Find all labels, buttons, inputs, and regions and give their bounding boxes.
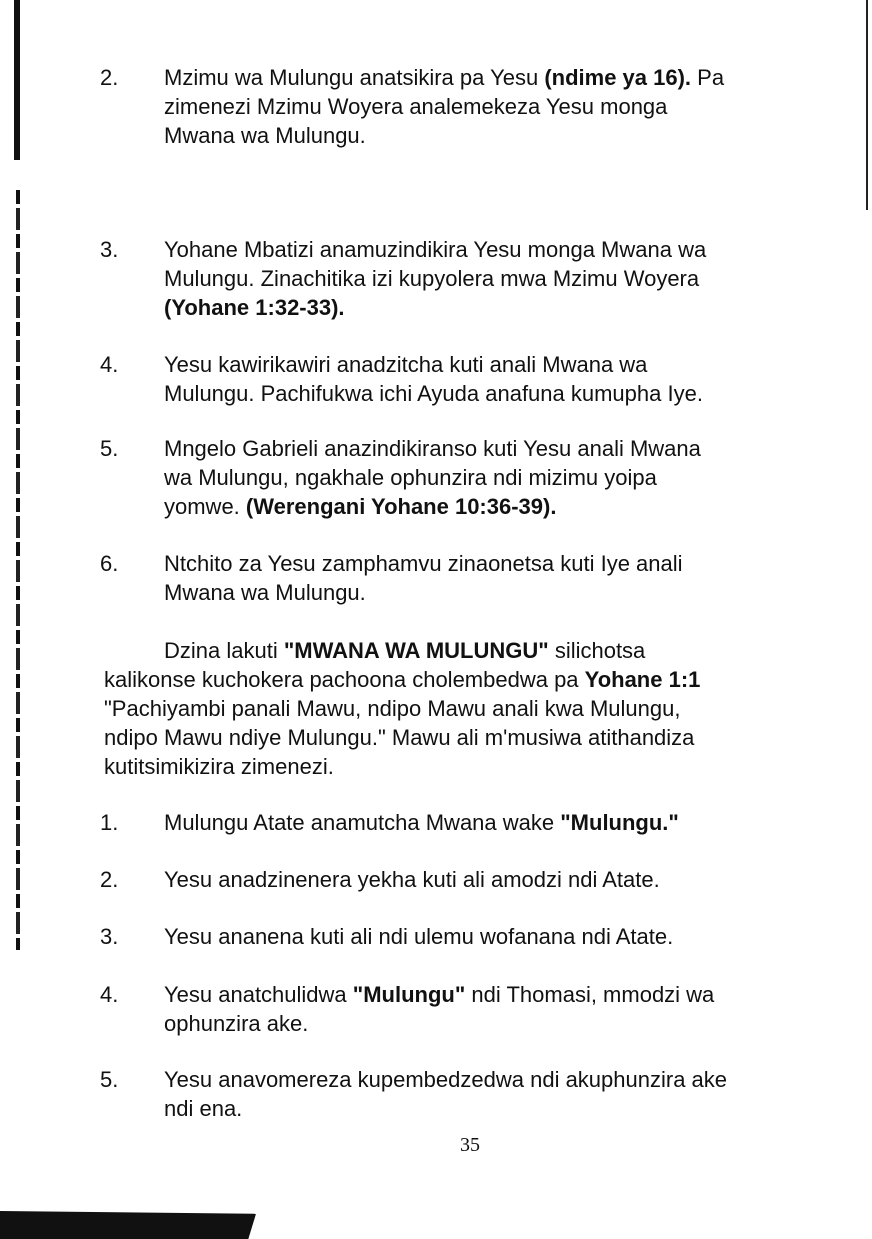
text-line: Mulungu. Pachifukwa ichi Ayuda anafuna kumupha Iye. — [164, 381, 703, 406]
bold-text: (Werengani Yohane 10:36-39). — [245, 494, 557, 519]
body-paragraph — [104, 636, 804, 781]
list-text — [164, 350, 824, 408]
list-text — [164, 235, 824, 322]
list-number: 3. — [100, 237, 119, 262]
text-line: Mzimu wa Mulungu anatsikira pa Yesu (ndime ya 16). Pa — [164, 65, 725, 90]
text-line: Mulungu. Zinachitika izi kupyolera mwa Mzimu Woyera — [164, 266, 700, 291]
list-text — [164, 808, 824, 837]
bold-text: (ndime ya 16). — [544, 65, 692, 90]
text-line: Yesu kawirikawiri anadzitcha kuti anali Mwana wa — [164, 352, 648, 377]
text-line: kalikonse kuchokera pachoona cholembedwa pa Yohane 1:1 — [104, 667, 701, 692]
scan-edge-artifact — [866, 0, 868, 210]
list-number: 5. — [100, 436, 119, 461]
text-line: Yesu anatchulidwa "Mulungu" ndi Thomasi, mmodzi wa — [164, 982, 715, 1007]
list-number: 5. — [100, 1067, 119, 1092]
text-line: yomwe. (Werengani Yohane 10:36-39). — [164, 494, 557, 519]
scan-edge-artifact — [16, 190, 20, 950]
text-line: Yesu anadzinenera yekha kuti ali amodzi ndi Atate. — [164, 867, 660, 892]
list-number: 1. — [100, 810, 119, 835]
text-line: Yesu ananena kuti ali ndi ulemu wofanana ndi Atate. — [164, 924, 674, 949]
text-line: Mwana wa Mulungu. — [164, 123, 366, 148]
text-line: ndipo Mawu ndiye Mulungu." Mawu ali m'musiwa atithandiza — [104, 725, 695, 750]
text-line: ndi ena. — [164, 1096, 243, 1121]
list-number: 3. — [100, 924, 119, 949]
page-number: 35 — [460, 1134, 480, 1156]
list-number: 4. — [100, 352, 119, 377]
text-line: "Pachiyambi panali Mawu, ndipo Mawu anali kwa Mulungu, — [104, 696, 681, 721]
list-number: 6. — [100, 551, 119, 576]
list-text — [164, 922, 824, 951]
scan-edge-artifact — [14, 0, 20, 160]
text-line: Yohane Mbatizi anamuzindikira Yesu monga Mwana wa — [164, 237, 707, 262]
list-text — [164, 865, 824, 894]
text-line: ophunzira ake. — [164, 1011, 309, 1036]
text-line: Mngelo Gabrieli anazindikiranso kuti Yesu anali Mwana — [164, 436, 701, 461]
text-line — [164, 293, 824, 322]
list-number: 4. — [100, 982, 119, 1007]
list-number: 2. — [100, 65, 119, 90]
text-line: Ntchito za Yesu zamphamvu zinaonetsa kuti Iye anali — [164, 551, 683, 576]
list-number: 2. — [100, 867, 119, 892]
bold-text: "MWANA WA MULUNGU" — [283, 638, 549, 663]
text-line: wa Mulungu, ngakhale ophunzira ndi mizimu yoipa — [164, 465, 657, 490]
bold-text: "Mulungu." — [560, 810, 679, 835]
text-line: Mulungu Atate anamutcha Mwana wake "Mulungu." — [164, 810, 679, 835]
bold-text: Yohane 1:1 — [584, 667, 701, 692]
list-text — [164, 63, 824, 150]
text-line: kutitsimikizira zimenezi. — [104, 754, 334, 779]
text-line: Dzina lakuti "MWANA WA MULUNGU" silichotsa — [164, 638, 646, 663]
text-line: Yesu anavomereza kupembedzedwa ndi akuphunzira ake — [164, 1067, 728, 1092]
bold-text: "Mulungu" — [352, 982, 466, 1007]
text-line: zimenezi Mzimu Woyera analemekeza Yesu monga — [164, 94, 668, 119]
bold-text: (Yohane 1:32-33). — [164, 295, 345, 320]
list-text — [164, 980, 824, 1038]
list-text — [164, 549, 824, 607]
list-text — [164, 1065, 824, 1123]
text-line: Mwana wa Mulungu. — [164, 580, 366, 605]
scan-bottom-artifact — [0, 1211, 256, 1239]
list-text — [164, 434, 824, 521]
